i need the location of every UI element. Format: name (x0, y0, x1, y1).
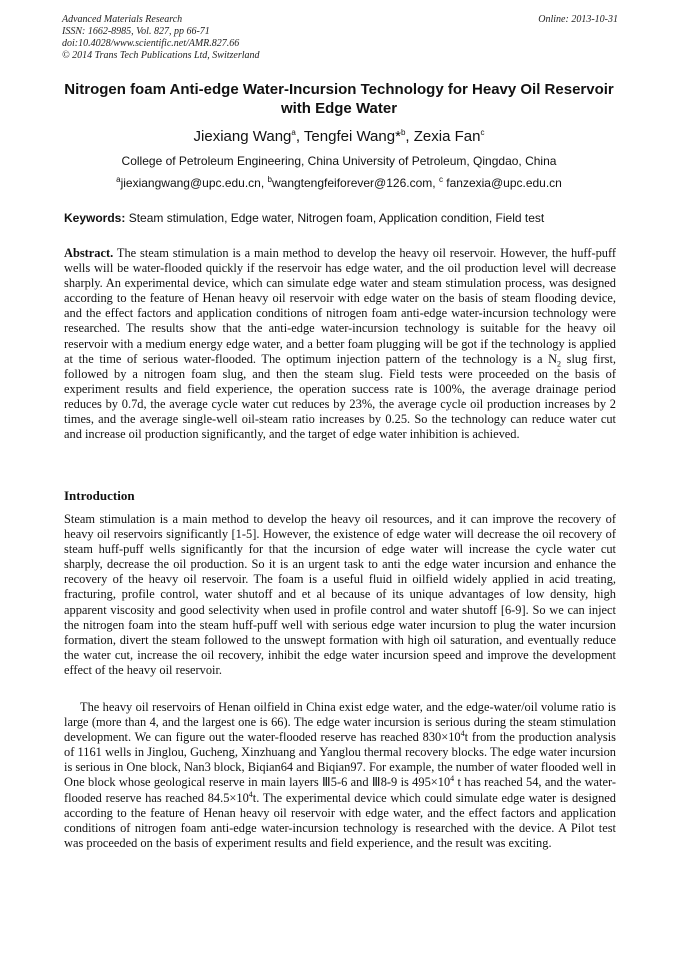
abstract-label: Abstract. (64, 246, 114, 260)
email-mark: c (438, 175, 443, 184)
superscript: 4 (248, 789, 253, 799)
email-mark: b (267, 175, 272, 184)
email-address: jiexiangwang@upc.edu.cn (120, 176, 261, 190)
doi-line: doi:10.4028/www.scientific.net/AMR.827.66 (62, 38, 240, 49)
author-mark: b (400, 128, 406, 137)
superscript: 4 (460, 729, 465, 739)
journal-header (62, 14, 618, 62)
email-separator: , (432, 176, 439, 190)
email-address: fanzexia@upc.edu.cn (442, 176, 562, 190)
journal-name: Advanced Materials Research (62, 14, 183, 25)
author-mark: a (291, 128, 296, 137)
intro-paragraph-2 (64, 700, 616, 851)
email-mark: a (116, 175, 121, 184)
intro-paragraph: Steam stimulation is a main method to develop the heavy oil resources, and it can improve the recovery of heavy oil reservoirs significantly [1-5]. However, the existence of edge water will decrease the oil recovery of steam huff-puff wells significantly for that the incursion of edge water will increase the cycle water cut sharply, decrease the oil production. So it is an urgent task to anti the edge water incursion and enhance the recovery of the heavy oil reservoir. The foam is a useful fluid in oilfield widely applied in acid treating, fracturing, profile control, water shutoff and et al because of its unique advantages of low density, high apparent viscosity and good selectivity when used in profile control and water shutoff [6-9]. So we can inject the nitrogen foam into the steam huff-puff well with serious edge water incursion to plug the water incursion formation, divert the steam followed to the unswept formation with high oil saturation, and eventually reduce the water cut, increase the oil recovery, inhibit the edge water incursion speed and improve the development effect of the heavy oil reservoir. (64, 512, 616, 677)
keywords-line (64, 211, 620, 226)
superscript: 4 (450, 774, 455, 784)
author-mark: c (480, 128, 485, 137)
abstract (64, 246, 616, 442)
email-list (64, 176, 614, 191)
author-name: Zexia Fan (413, 128, 481, 145)
section-heading-introduction: Introduction (64, 488, 135, 503)
paragraph-text: t. The experimental device which could simulate edge water is designed according to the feature of Henan heavy oil reservoir with edge water, and the effect factors and application conditions of nitrogen foam anti-edge water-incursion technology is researched with the device. A Pilot test was proceeded on the basis of experiment results and field experience, and the result was exciting. (64, 790, 616, 850)
paragraph-text: The heavy oil reservoirs of Henan oilfield in China exist edge water, and the edge-water/oil volume ratio is large (more than 4, and the largest one is 66). The edge water incursion is serious during the steam stimulation development. We can figure out the water-flooded reserve has reached 830×10 (64, 700, 616, 745)
author-list (64, 128, 614, 146)
issn-line: ISSN: 1662-8985, Vol. 827, pp 66-71 (62, 26, 210, 37)
abstract-text: The steam stimulation is a main method to develop the heavy oil reservoir. However, the huff-puff wells will be water-flooded quickly if the reservoir has edge water, and the oil production level will decrease sharply. An experimental device, which can simulate edge water and steam stimulation process, was designed according to the feature of Henan heavy oil reservoir with edge water on the basis of steam flooding device, and the effect factors and application conditions of nitrogen foam anti-edge water-incursion technology were researched. The results show that the anti-edge water-incursion technology is suitable for the heavy oil reservoir with a medium energy edge water, and a better foam plugging will be got if the technology is applied at the time of serious water-flooded. The optimum injection pattern of the technology is a N (64, 246, 616, 366)
author-name: Jiexiang Wang (193, 128, 292, 145)
paragraph-text: t has reached 54, and the water-flooded reserve has reached 84.5×10 (64, 775, 616, 805)
copyright-line: © 2014 Trans Tech Publications Ltd, Switzerland (62, 50, 260, 61)
keywords-label: Keywords: (64, 211, 126, 225)
author-separator: , (405, 128, 414, 145)
abstract-text-cont: slug first, followed by a nitrogen foam slug, and then the steam slug. Field tests were proceeded on the basis of experiment results and field experience, the operation success rate is 100%, the average drainage period reduces by 0.7d, the average cycle water cut reduces by 23%, the average cycle oil production increases by 2 times, and the average single-well oil-steam ratio increases by 0.25. So the technology can reduce water cut and increase oil production significantly, and the target of edge water inhibition is achieved. (64, 351, 616, 442)
author-name: Tengfei Wang* (303, 128, 401, 145)
author-separator: , (295, 128, 304, 145)
paper-title: Nitrogen foam Anti-edge Water-Incursion Technology for Heavy Oil Reservoir with Edge Water (64, 81, 614, 117)
abstract-subscript: 2 (557, 359, 562, 369)
email-address: wangtengfeiforever@126.com (271, 176, 433, 190)
paragraph-text: t from the production analysis of 1161 wells in Jinglou, Gucheng, Xinzhuang and Yanglou thermal recovery blocks. The edge water incursion is serious in One block, Nan3 block, Biqian64 and Biqian97. For example, the number of water flooded well in One block whose geological reserve in main layers Ⅲ5-6 and Ⅲ8-9 is 495×10 (64, 730, 616, 790)
keywords-text: Steam stimulation, Edge water, Nitrogen foam, Application condition, Field test (125, 211, 545, 225)
affiliation: College of Petroleum Engineering, China University of Petroleum, Qingdao, China (121, 154, 557, 168)
email-separator: , (260, 176, 268, 190)
online-date: Online: 2013-10-31 (538, 14, 618, 25)
